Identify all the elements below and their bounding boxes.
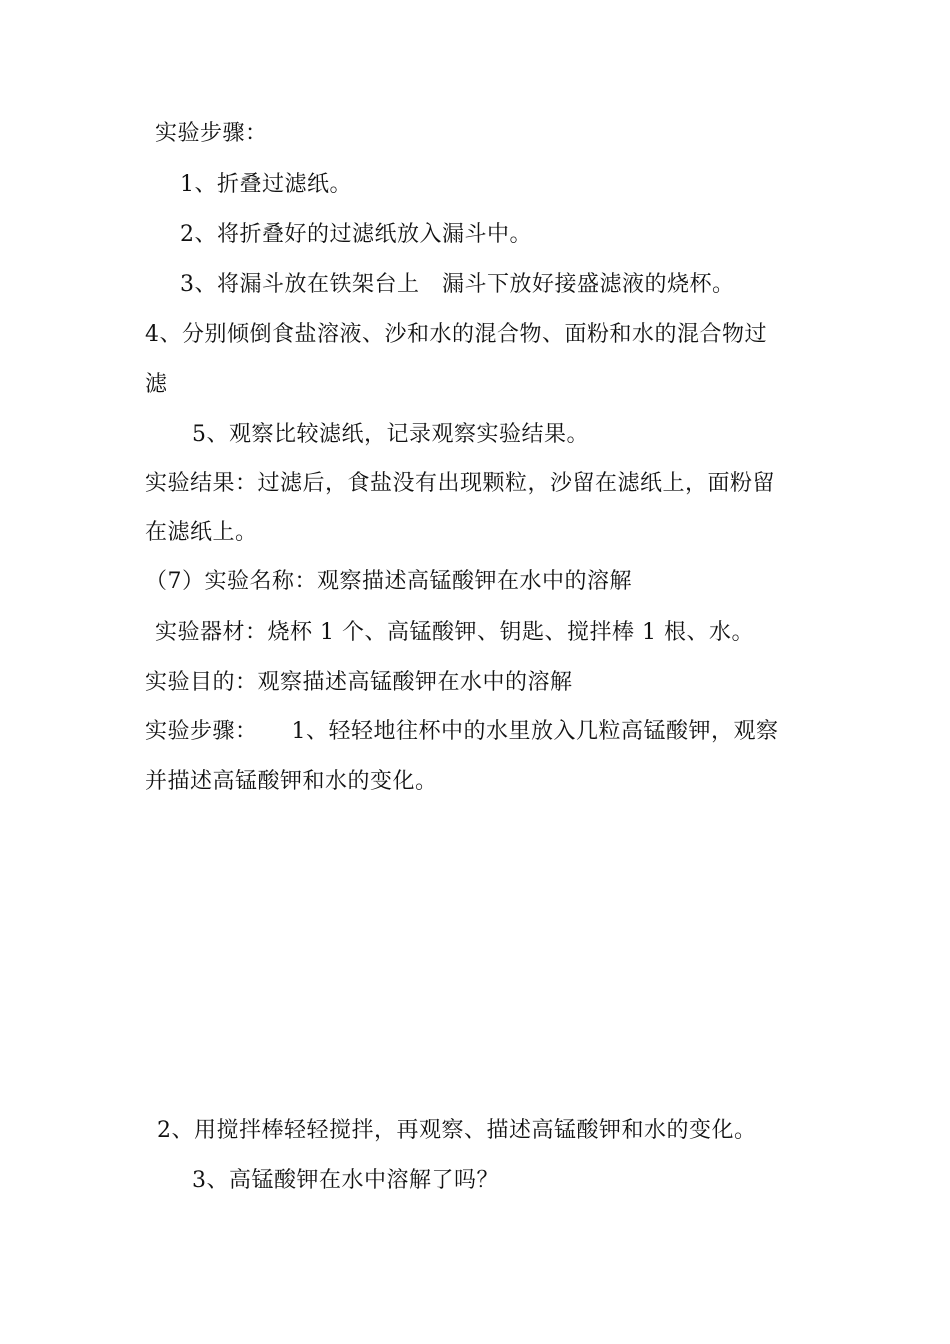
steps-heading: 实验步骤： <box>155 121 268 146</box>
step-2-place-filter-paper: 2、将折叠好的过滤纸放入漏斗中。 <box>180 222 532 247</box>
purpose-line: 实验目的：观察描述高锰酸钾在水中的溶解 <box>145 670 573 695</box>
result-line-2: 在滤纸上。 <box>145 520 258 545</box>
procedure-step-1-continuation: 并描述高锰酸钾和水的变化。 <box>145 769 438 794</box>
procedure-step-2: 2、用搅拌棒轻轻搅拌，再观察、描述高锰酸钾和水的变化。 <box>157 1118 757 1143</box>
materials-line: 实验器材：烧杯 1 个、高锰酸钾、钥匙、搅拌棒 1 根、水。 <box>155 620 754 645</box>
step-5-observe-filter: 5、观察比较滤纸，记录观察实验结果。 <box>192 422 589 447</box>
procedure-step-3: 3、高锰酸钾在水中溶解了吗？ <box>192 1168 499 1193</box>
step-1-fold-filter-paper: 1、折叠过滤纸。 <box>180 172 352 197</box>
experiment-7-title: （7）实验名称：观察描述高锰酸钾在水中的溶解 <box>145 569 632 594</box>
result-line-1: 实验结果：过滤后，食盐没有出现颗粒，沙留在滤纸上，面粉留 <box>145 471 776 496</box>
step-4-pour-mixtures: 4、分别倾倒食盐溶液、沙和水的混合物、面粉和水的混合物过 <box>145 322 767 347</box>
step-4-continuation: 滤 <box>145 372 168 397</box>
step-3-place-funnel: 3、将漏斗放在铁架台上 漏斗下放好接盛滤液的烧杯。 <box>180 272 735 297</box>
procedure-step-1: 实验步骤： 1、轻轻地往杯中的水里放入几粒高锰酸钾，观察 <box>145 719 779 744</box>
